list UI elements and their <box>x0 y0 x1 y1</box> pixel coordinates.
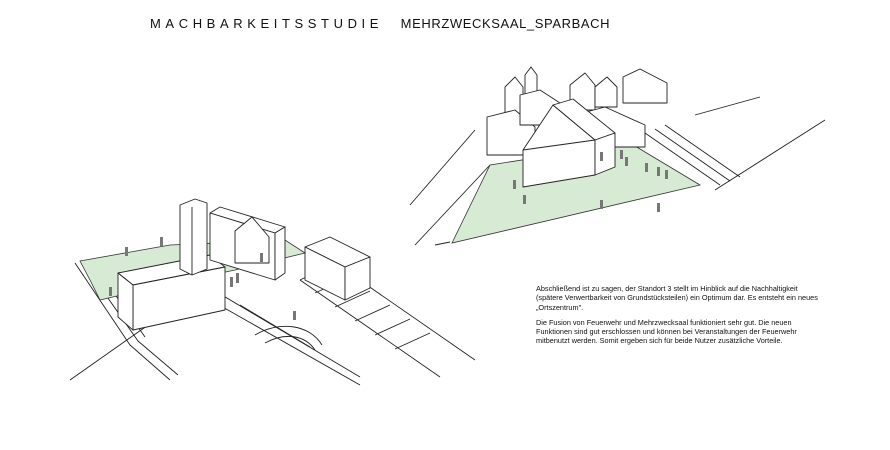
description-paragraph-2: Die Fusion von Feuerwehr und Mehrzwecksaal funktioniert sehr gut. Die neuen Funktionen sind gut erschlossen und können bei Veranstaltungen der Feuerwehr mitbenutzt werden. Somit ergeben sich für beide Nutzer zusätzliche Vorteile. <box>536 317 797 346</box>
title-study-label: MACHBARKEITSSTUDIE <box>150 16 384 31</box>
page-title <box>150 16 610 31</box>
perspective-view-right <box>395 55 835 260</box>
description-paragraph-1: Abschließend ist zu sagen, der Standort 3 stellt im Hinblick auf die Nachhaltigkeit (spätere Verwertbarkeit von Grundstücksteilen) ein Optimum dar. Es entsteht ein neues „Ortszentrum". <box>536 284 818 312</box>
title-project-name: MEHRZWECKSAAL_SPARBACH <box>400 16 611 31</box>
description-text <box>536 284 824 352</box>
